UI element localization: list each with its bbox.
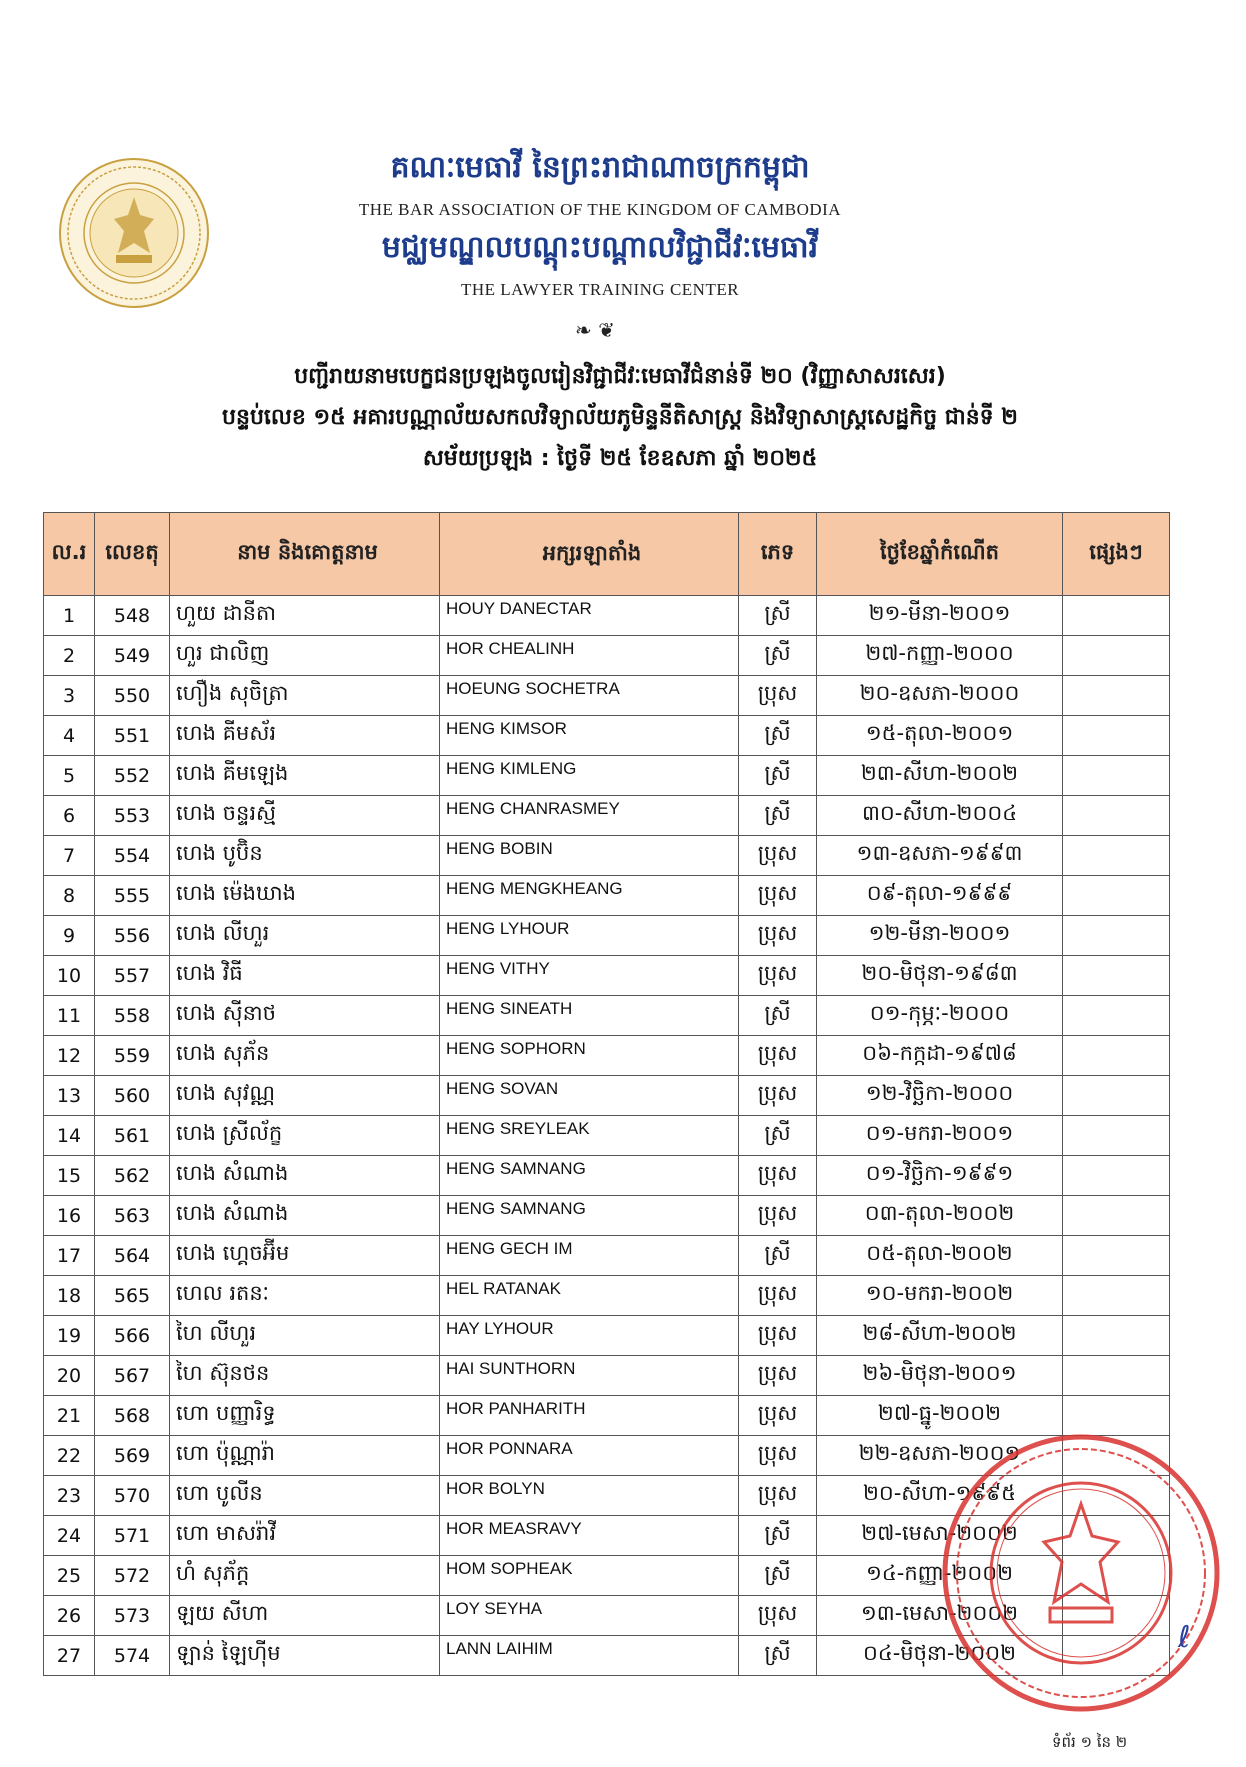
- cell-note: [1063, 916, 1170, 956]
- cell-dob: ៣០-សីហា-២០០៤: [817, 796, 1063, 836]
- cell-name-latin: HENG KIMSOR: [440, 716, 739, 756]
- cell-no: 15: [44, 1156, 95, 1196]
- cell-sex: ស្រី: [739, 756, 817, 796]
- cell-name-khmer: ហេង សុភ័ន: [170, 1036, 440, 1076]
- cell-no: 7: [44, 836, 95, 876]
- cell-note: [1063, 1356, 1170, 1396]
- cell-exam-no: 570: [95, 1476, 170, 1516]
- cell-exam-no: 571: [95, 1516, 170, 1556]
- cell-no: 9: [44, 916, 95, 956]
- cell-no: 13: [44, 1076, 95, 1116]
- cell-name-latin: HENG MENGKHEANG: [440, 876, 739, 916]
- cell-name-latin: HEL RATANAK: [440, 1276, 739, 1316]
- cell-sex: ប្រុស: [739, 1396, 817, 1436]
- cell-note: [1063, 836, 1170, 876]
- cell-exam-no: 563: [95, 1196, 170, 1236]
- cell-no: 25: [44, 1556, 95, 1596]
- cell-name-khmer: ហេង ចន្ទរស្មី: [170, 796, 440, 836]
- cell-sex: ប្រុស: [739, 1276, 817, 1316]
- cell-name-latin: HENG SOVAN: [440, 1076, 739, 1116]
- cell-no: 8: [44, 876, 95, 916]
- cell-dob: ០៤-មិថុនា-២០០២: [817, 1636, 1063, 1676]
- cell-name-latin: LOY SEYHA: [440, 1596, 739, 1636]
- cell-sex: ប្រុស: [739, 1316, 817, 1356]
- table-row: [44, 676, 1170, 716]
- table-row: [44, 1236, 1170, 1276]
- org-name-english: THE BAR ASSOCIATION OF THE KINGDOM OF CAMBODIA: [358, 200, 842, 219]
- cell-exam-no: 564: [95, 1236, 170, 1276]
- cell-name-latin: HENG SAMNANG: [440, 1196, 739, 1236]
- cell-no: 1: [44, 596, 95, 636]
- table-row: [44, 1356, 1170, 1396]
- table-row: [44, 1196, 1170, 1236]
- cell-dob: ០៩-តុលា-១៩៩៩: [817, 876, 1063, 916]
- cell-dob: ២១-មីនា-២០០១: [817, 596, 1063, 636]
- cell-no: 12: [44, 1036, 95, 1076]
- cell-no: 22: [44, 1436, 95, 1476]
- cell-dob: ២០-សីហា-១៩៩៥: [817, 1476, 1063, 1516]
- cell-exam-no: 569: [95, 1436, 170, 1476]
- cell-dob: ២០-ឧសភា-២០០០: [817, 676, 1063, 716]
- table-row: [44, 796, 1170, 836]
- cell-no: 20: [44, 1356, 95, 1396]
- table-row: [44, 1076, 1170, 1116]
- cell-name-latin: HENG KIMLENG: [440, 756, 739, 796]
- cell-no: 26: [44, 1596, 95, 1636]
- cell-dob: ២៧-មេសា-២០០២: [817, 1516, 1063, 1556]
- header-sex: ភេទ: [739, 513, 817, 596]
- cell-dob: ២៦-មិថុនា-២០០១: [817, 1356, 1063, 1396]
- table-row: [44, 636, 1170, 676]
- bar-association-seal: [58, 157, 210, 309]
- cell-name-latin: HOR PONNARA: [440, 1436, 739, 1476]
- cell-sex: ស្រី: [739, 796, 817, 836]
- cell-no: 10: [44, 956, 95, 996]
- cell-name-latin: HENG LYHOUR: [440, 916, 739, 956]
- cell-sex: ប្រុស: [739, 676, 817, 716]
- cell-name-khmer: ហោ មាសរ៉ាវី: [170, 1516, 440, 1556]
- cell-dob: ០៦-កក្កដា-១៩៧៨: [817, 1036, 1063, 1076]
- header-name-khmer: នាម និងគោត្តនាម: [170, 513, 440, 596]
- cell-sex: ប្រុស: [739, 1596, 817, 1636]
- official-stamp: [940, 1432, 1222, 1714]
- cell-name-khmer: ឡាន់ ឡៃហ៊ីម: [170, 1636, 440, 1676]
- cell-sex: ប្រុស: [739, 1476, 817, 1516]
- cell-name-latin: HOEUNG SOCHETRA: [440, 676, 739, 716]
- table-row: [44, 996, 1170, 1036]
- cell-name-khmer: ហួរ ជាលិញ: [170, 636, 440, 676]
- cell-sex: ប្រុស: [739, 1156, 817, 1196]
- cell-dob: ២៧-កញ្ញា-២០០០: [817, 636, 1063, 676]
- cell-dob: ២០-មិថុនា-១៩៨៣: [817, 956, 1063, 996]
- cell-exam-no: 549: [95, 636, 170, 676]
- cell-name-khmer: ហឿង សុចិត្រា: [170, 676, 440, 716]
- table-row: [44, 956, 1170, 996]
- cell-note: [1063, 636, 1170, 676]
- cell-name-khmer: ហៃ លីហួរ: [170, 1316, 440, 1356]
- cell-exam-no: 555: [95, 876, 170, 916]
- cell-dob: ១០-មករា-២០០២: [817, 1276, 1063, 1316]
- cell-name-latin: HENG GECH IM: [440, 1236, 739, 1276]
- cell-note: [1063, 1196, 1170, 1236]
- cell-exam-no: 556: [95, 916, 170, 956]
- header-name-latin: អក្សរឡាតាំង: [440, 513, 739, 596]
- table-row: [44, 756, 1170, 796]
- cell-note: [1063, 1396, 1170, 1436]
- cell-exam-no: 550: [95, 676, 170, 716]
- center-name-khmer: មជ្ឈមណ្ឌលបណ្ដុះបណ្ដាលវិជ្ជាជីវៈមេធាវី: [381, 230, 819, 265]
- cell-no: 14: [44, 1116, 95, 1156]
- cell-no: 6: [44, 796, 95, 836]
- cell-name-khmer: ហេង ស្រីល័ក្ខ: [170, 1116, 440, 1156]
- cell-no: 3: [44, 676, 95, 716]
- cell-name-khmer: ហោ បញ្ញារិទ្ធ: [170, 1396, 440, 1436]
- cell-sex: ប្រុស: [739, 1036, 817, 1076]
- cell-name-khmer: ហេល រតនៈ: [170, 1276, 440, 1316]
- cell-note: [1063, 876, 1170, 916]
- cell-name-latin: HOR CHEALINH: [440, 636, 739, 676]
- cell-dob: ១២-វិច្ឆិកា-២០០០: [817, 1076, 1063, 1116]
- table-row: [44, 1276, 1170, 1316]
- cell-exam-no: 573: [95, 1596, 170, 1636]
- cell-note: [1063, 1316, 1170, 1356]
- table-row: [44, 1316, 1170, 1356]
- cell-dob: ០៥-តុលា-២០០២: [817, 1236, 1063, 1276]
- cell-sex: ប្រុស: [739, 916, 817, 956]
- cell-dob: ២៧-ធ្នូ-២០០២: [817, 1396, 1063, 1436]
- table-header-row: [44, 513, 1170, 596]
- document-title: បញ្ជីរាយនាមបេក្ខជនប្រឡងចូលរៀនវិជ្ជាជីវៈមេធាវីជំនាន់ទី ២០ (វិញ្ញាសាសរសេរ): [294, 364, 946, 389]
- header-dob: ថ្ងៃខែឆ្នាំកំណើត: [817, 513, 1063, 596]
- cell-note: [1063, 716, 1170, 756]
- cell-name-khmer: ហៃ ស៊ុនថន: [170, 1356, 440, 1396]
- cell-no: 4: [44, 716, 95, 756]
- cell-sex: ស្រី: [739, 1116, 817, 1156]
- cell-sex: ស្រី: [739, 716, 817, 756]
- cell-dob: ២៣-សីហា-២០០២: [817, 756, 1063, 796]
- cell-note: [1063, 756, 1170, 796]
- cell-no: 23: [44, 1476, 95, 1516]
- cell-name-latin: HENG SREYLEAK: [440, 1116, 739, 1156]
- cell-sex: ប្រុស: [739, 956, 817, 996]
- cell-no: 11: [44, 996, 95, 1036]
- cell-name-khmer: ហេង វិធី: [170, 956, 440, 996]
- cell-no: 24: [44, 1516, 95, 1556]
- cell-name-latin: HAI SUNTHORN: [440, 1356, 739, 1396]
- cell-name-latin: HENG SOPHORN: [440, 1036, 739, 1076]
- table-row: [44, 1156, 1170, 1196]
- cell-note: [1063, 996, 1170, 1036]
- cell-note: [1063, 1276, 1170, 1316]
- cell-no: 17: [44, 1236, 95, 1276]
- cell-name-latin: HENG SAMNANG: [440, 1156, 739, 1196]
- cell-dob: ១៥-តុលា-២០០១: [817, 716, 1063, 756]
- cell-name-latin: HENG CHANRASMEY: [440, 796, 739, 836]
- cell-no: 16: [44, 1196, 95, 1236]
- cell-name-khmer: ហេង ហ្គេចអ៊ីម: [170, 1236, 440, 1276]
- cell-name-khmer: ហេង ម៉េងឃាង: [170, 876, 440, 916]
- cell-no: 27: [44, 1636, 95, 1676]
- header-exam-no: លេខតុ: [95, 513, 170, 596]
- cell-name-khmer: ហំ សុភ័ក្ត: [170, 1556, 440, 1596]
- cell-name-khmer: ហេង គីមឡេង: [170, 756, 440, 796]
- cell-exam-no: 574: [95, 1636, 170, 1676]
- header-note: ផ្សេងៗ: [1063, 513, 1170, 596]
- cell-name-khmer: ហេង សុវណ្ណ: [170, 1076, 440, 1116]
- table-row: [44, 596, 1170, 636]
- cell-note: [1063, 1156, 1170, 1196]
- signature-mark: ℓ: [1178, 1620, 1191, 1655]
- ornament-divider: ❧ ❦: [575, 318, 615, 342]
- cell-exam-no: 557: [95, 956, 170, 996]
- cell-sex: ស្រី: [739, 596, 817, 636]
- cell-sex: ប្រុស: [739, 836, 817, 876]
- cell-name-latin: HOM SOPHEAK: [440, 1556, 739, 1596]
- cell-exam-no: 568: [95, 1396, 170, 1436]
- cell-name-khmer: ហោ ប៉ុណ្ណារ៉ា: [170, 1436, 440, 1476]
- table-row: [44, 716, 1170, 756]
- cell-name-latin: HOR PANHARITH: [440, 1396, 739, 1436]
- center-name-english: THE LAWYER TRAINING CENTER: [460, 280, 740, 299]
- cell-sex: ប្រុស: [739, 1436, 817, 1476]
- cell-sex: ស្រី: [739, 1516, 817, 1556]
- cell-exam-no: 548: [95, 596, 170, 636]
- cell-exam-no: 552: [95, 756, 170, 796]
- cell-sex: ប្រុស: [739, 876, 817, 916]
- cell-name-latin: HOR BOLYN: [440, 1476, 739, 1516]
- cell-note: [1063, 676, 1170, 716]
- cell-note: [1063, 1236, 1170, 1276]
- cell-exam-no: 553: [95, 796, 170, 836]
- table-row: [44, 876, 1170, 916]
- cell-dob: ០១-វិច្ឆិកា-១៩៩១: [817, 1156, 1063, 1196]
- cell-name-khmer: ហេង លីហួរ: [170, 916, 440, 956]
- cell-name-latin: LANN LAIHIM: [440, 1636, 739, 1676]
- cell-name-latin: HENG BOBIN: [440, 836, 739, 876]
- cell-sex: ប្រុស: [739, 1076, 817, 1116]
- cell-dob: ២៨-សីហា-២០០២: [817, 1316, 1063, 1356]
- cell-sex: ស្រី: [739, 1236, 817, 1276]
- cell-note: [1063, 1116, 1170, 1156]
- table-row: [44, 916, 1170, 956]
- cell-exam-no: 554: [95, 836, 170, 876]
- cell-sex: ប្រុស: [739, 1356, 817, 1396]
- cell-dob: ១៣-ឧសភា-១៩៩៣: [817, 836, 1063, 876]
- cell-no: 5: [44, 756, 95, 796]
- cell-note: [1063, 1076, 1170, 1116]
- cell-exam-no: 560: [95, 1076, 170, 1116]
- cell-name-latin: HOUY DANECTAR: [440, 596, 739, 636]
- cell-name-latin: HENG SINEATH: [440, 996, 739, 1036]
- cell-dob: ០៣-តុលា-២០០២: [817, 1196, 1063, 1236]
- cell-note: [1063, 796, 1170, 836]
- cell-name-khmer: ហេង ស៊ីនាថ: [170, 996, 440, 1036]
- cell-sex: ស្រី: [739, 996, 817, 1036]
- org-name-khmer: គណៈមេធាវី នៃព្រះរាជាណាចក្រកម្ពុជា: [390, 150, 810, 185]
- cell-exam-no: 562: [95, 1156, 170, 1196]
- table-row: [44, 1116, 1170, 1156]
- cell-sex: ស្រី: [739, 1636, 817, 1676]
- cell-name-khmer: ហេង បូប៊ិន: [170, 836, 440, 876]
- cell-dob: ០១-កុម្ភៈ-២០០០: [817, 996, 1063, 1036]
- cell-name-khmer: ហេង សំណាង: [170, 1156, 440, 1196]
- cell-note: [1063, 1036, 1170, 1076]
- cell-name-latin: HENG VITHY: [440, 956, 739, 996]
- page-number: ទំព័រ ១ នៃ ២: [1052, 1733, 1128, 1751]
- cell-name-latin: HAY LYHOUR: [440, 1316, 739, 1356]
- cell-sex: ប្រុស: [739, 1196, 817, 1236]
- cell-sex: ស្រី: [739, 636, 817, 676]
- header-no: ល.រ: [44, 513, 95, 596]
- cell-name-khmer: ឡយ សីហា: [170, 1596, 440, 1636]
- cell-exam-no: 566: [95, 1316, 170, 1356]
- cell-name-khmer: ហេង សំណាង: [170, 1196, 440, 1236]
- cell-name-khmer: ហោ បូលីន: [170, 1476, 440, 1516]
- cell-exam-no: 572: [95, 1556, 170, 1596]
- cell-note: [1063, 596, 1170, 636]
- cell-exam-no: 558: [95, 996, 170, 1036]
- cell-sex: ស្រី: [739, 1556, 817, 1596]
- cell-exam-no: 559: [95, 1036, 170, 1076]
- cell-name-khmer: ហេង គីមស័រ: [170, 716, 440, 756]
- exam-room-line: បន្ទប់លេខ ១៥ អគារបណ្ណាល័យសកលវិទ្យាល័យភូមិន្ទនីតិសាស្ត្រ និងវិទ្យាសាស្ត្រសេដ្ឋកិច្ច ជាន់ទី ២: [222, 405, 1018, 430]
- cell-exam-no: 567: [95, 1356, 170, 1396]
- cell-dob: ១២-មីនា-២០០១: [817, 916, 1063, 956]
- table-row: [44, 1396, 1170, 1436]
- cell-dob: ១៤-កញ្ញា-២០០២: [817, 1556, 1063, 1596]
- cell-dob: ០១-មករា-២០០១: [817, 1116, 1063, 1156]
- cell-name-latin: HOR MEASRAVY: [440, 1516, 739, 1556]
- table-row: [44, 1036, 1170, 1076]
- cell-name-khmer: ហួយ ដានីតា: [170, 596, 440, 636]
- cell-dob: ២២-ឧសភា-២០០១: [817, 1436, 1063, 1476]
- exam-date-line: សម័យប្រឡង : ថ្ងៃទី ២៥ ខែឧសភា ឆ្នាំ ២០២៥: [422, 446, 818, 471]
- cell-exam-no: 551: [95, 716, 170, 756]
- cell-exam-no: 565: [95, 1276, 170, 1316]
- cell-no: 2: [44, 636, 95, 676]
- cell-no: 19: [44, 1316, 95, 1356]
- cell-exam-no: 561: [95, 1116, 170, 1156]
- cell-dob: ១៣-មេសា-២០០២: [817, 1596, 1063, 1636]
- table-row: [44, 836, 1170, 876]
- cell-no: 18: [44, 1276, 95, 1316]
- cell-note: [1063, 956, 1170, 996]
- cell-no: 21: [44, 1396, 95, 1436]
